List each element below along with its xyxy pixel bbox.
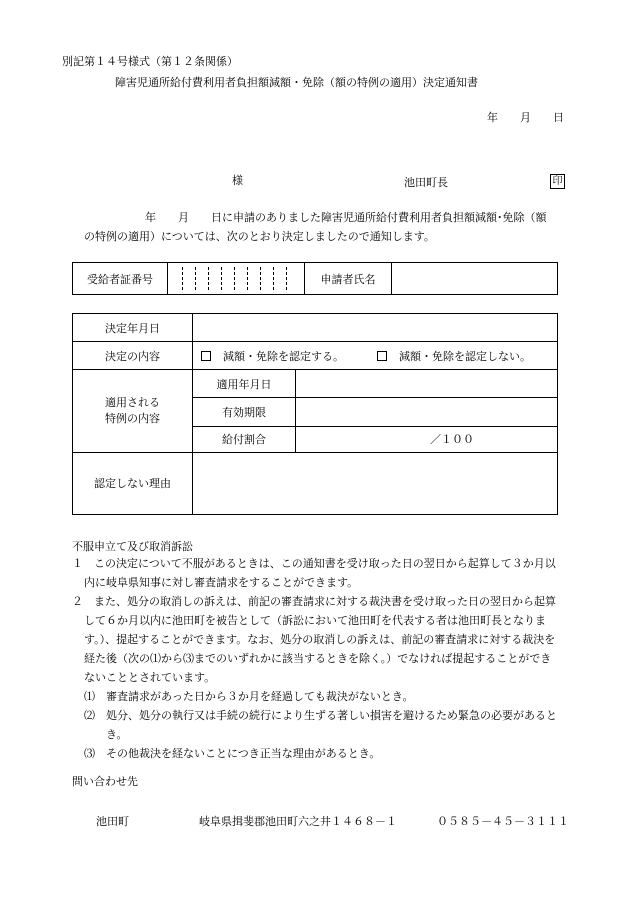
appeal-sub-2-cont: き。 [106,728,128,741]
apply-date-label: 適用年月日 [193,370,296,398]
benefit-rate-label: 給付割合 [193,426,296,452]
decision-content-label: 決定の内容 [73,342,193,370]
apply-date-value[interactable] [296,370,558,398]
cert-number-cells[interactable] [168,263,305,295]
seal-stamp: 印 [550,174,565,189]
decision-date-value[interactable] [193,314,558,342]
benefit-rate-value[interactable]: ／１００ [296,426,558,452]
contact-address: 岐阜県揖斐郡池田町六之井１４６８－１ [199,815,397,828]
deny-checkbox[interactable] [377,351,387,361]
issuer-name: 池田町長 [404,176,448,189]
appeal-sub-1: ⑴ 審査請求があった日から３か月を経過しても裁決がないとき。 [84,690,414,703]
issue-date: 年 月 日 [487,111,564,124]
applicant-table [72,262,558,295]
contact-phone: ０５８５－４５－３１１１ [437,815,569,828]
denial-reason-value[interactable] [193,452,558,514]
appeal-sub-items [84,687,574,763]
document-title: 障害児通所給付費利用者負担額減額・免除（額の特例の適用）決定通知書 [115,76,478,89]
contact-org: 池田町 [96,815,129,828]
valid-until-label: 有効期限 [193,398,296,426]
special-content-label: 適用される 特例の内容 [73,370,193,452]
approve-option[interactable]: 減額・免除を認定する。 [201,350,344,363]
applicant-name-value[interactable] [392,263,558,295]
decision-date-label: 決定年月日 [73,314,193,342]
appeal-sub-3: ⑶ その他裁決を経ないことにつき正当な理由があるとき。 [84,747,381,760]
addressee-sama: 様 [232,174,243,187]
body-line-2: の特例の適用）については、次のとおり決定しましたので通知します。 [84,230,435,243]
appeal-item-1: １ この決定について不服があるときは、この通知書を受け取った日の翌日から起算して３か月以 内に岐阜県知事に対し審査請求をすることができます。 [72,557,556,589]
appeal-sub-2: ⑵ 処分、処分の執行又は手続の続行により生ずる著しい損害を避けるため緊急の必要があると [84,709,557,722]
deny-option[interactable]: 減額・免除を認定しない。 [377,350,531,363]
appeal-heading: 不服申立て及び取消訴訟 [72,540,193,553]
cert-number-label: 受給者証番号 [73,263,168,295]
denial-reason-label: 認定しない理由 [73,452,193,514]
applicant-name-label: 申請者氏名 [305,263,392,295]
decision-content-options [193,342,558,370]
form-number: 別記第１４号様式（第１２条関係） [62,55,238,68]
valid-until-value[interactable] [296,398,558,426]
decision-table [72,313,558,515]
body-line-1: 年 月 日に申請のありました障害児通所給付費利用者負担額減額･免除（額 [145,211,547,224]
contact-heading: 問い合わせ先 [72,775,138,788]
approve-checkbox[interactable] [201,351,211,361]
appeal-item-2: ２ また、処分の取消しの訴えは、前記の審査請求に対する裁決書を受け取った日の翌日から起算 して６か月以内に池田町を被告として（訴訟において池田町を代表する者は池田町長となりま す。）、提起することができます。なお、処分の取消しの訴えは、前記の審査請求に対する裁決を 経た後（次の⑴から⑶までのいずれかに該当するときを除く。）でなければ提起することができ ないこととされています。 [72,595,556,684]
